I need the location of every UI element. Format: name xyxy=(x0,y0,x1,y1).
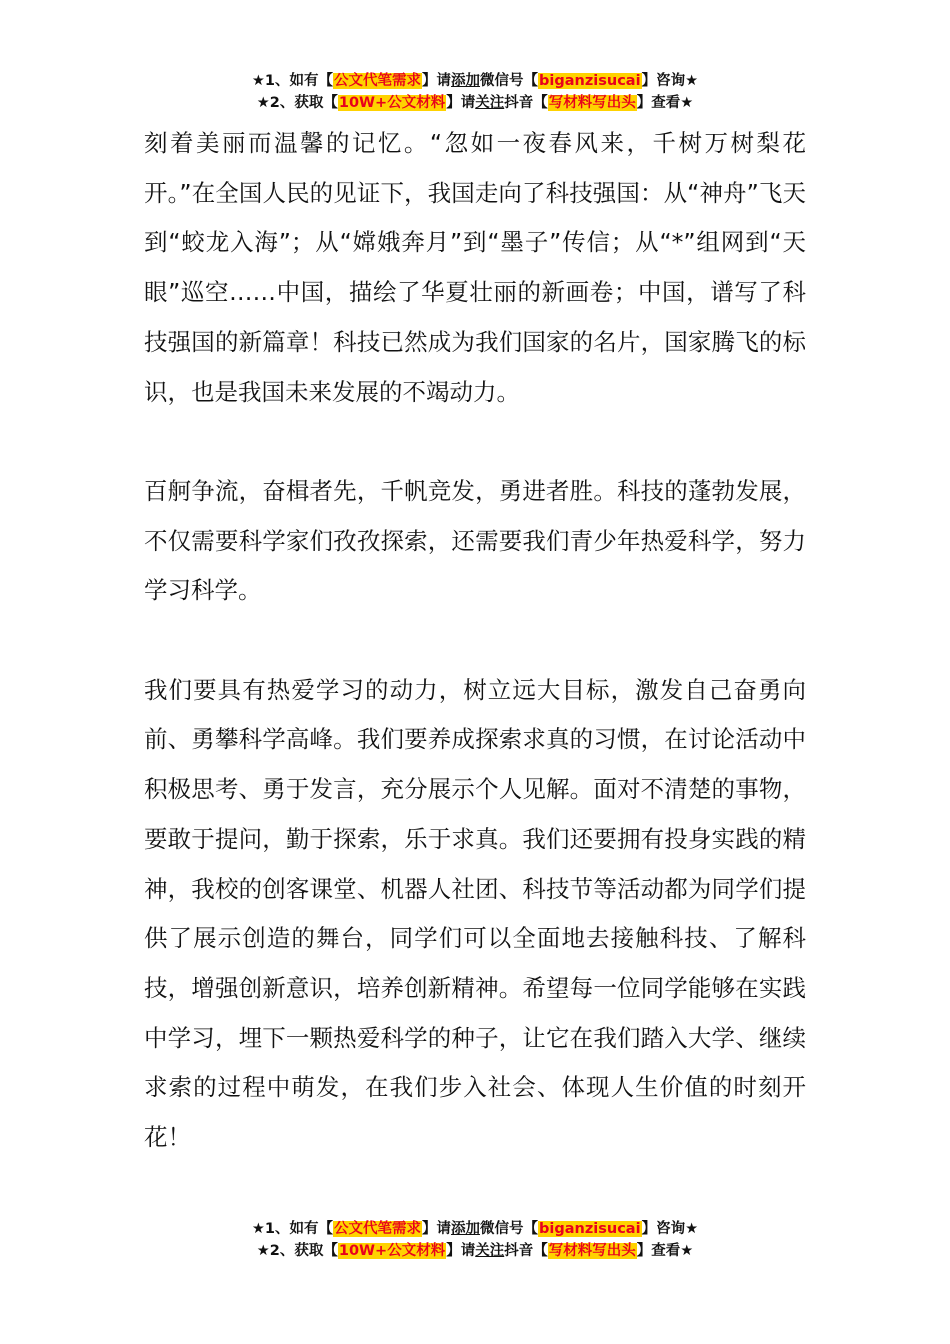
promo-line-1 xyxy=(0,1218,950,1240)
promo-line-1 xyxy=(0,70,950,92)
promo-wechat-id: biganzisucai xyxy=(539,73,641,89)
article-body xyxy=(144,119,806,1163)
promo-line-2-suffix: 】查看★ xyxy=(636,1243,694,1259)
promo-line-2-prefix: ★2、获取【 xyxy=(256,95,338,111)
promo-line-2-prefix: ★2、获取【 xyxy=(256,1243,338,1259)
header-promo-banner xyxy=(0,70,950,114)
article-paragraph-3: 我们要具有热爱学习的动力，树立远大目标，激发自己奋勇向前、勇攀科学高峰。我们要养成探索求真的习惯，在讨论活动中积极思考、勇于发言，充分展示个人见解。面对不清楚的事物，要敢于提问，勤于探索，乐于求真。我们还要拥有投身实践的精神，我校的创客课堂、机器人社团、科技节等活动都为同学们提供了展示创造的舞台，同学们可以全面地去接触科技、了解科技，增强创新意识，培养创新精神。希望每一位同学能够在实践中学习，埋下一颗热爱科学的种子，让它在我们踏入大学、继续求索的过程中萌发，在我们步入社会、体现人生价值的时刻开花！ xyxy=(144,675,806,1152)
promo-highlight-materials: 10W+公文材料 xyxy=(338,1243,446,1259)
article-paragraph-2: 百舸争流，奋楫者先，千帆竞发，勇进者胜。科技的蓬勃发展，不仅需要科学家们孜孜探索，还需要我们青少年热爱科学，努力学习科学。 xyxy=(144,476,806,605)
promo-line-2-mid: 】请 xyxy=(446,95,476,111)
promo-line-1-prefix: ★1、如有【 xyxy=(251,1221,334,1237)
promo-line-1-mid: 】请 xyxy=(422,1221,452,1237)
promo-line-2 xyxy=(0,1240,950,1262)
promo-line-2-mid2: 抖音【 xyxy=(504,1243,548,1259)
promo-line-2-suffix: 】查看★ xyxy=(636,95,694,111)
promo-follow-label: 关注 xyxy=(475,95,505,111)
footer-promo-banner xyxy=(0,1218,950,1262)
promo-line-2-mid: 】请 xyxy=(446,1243,476,1259)
promo-line-1-mid: 】请 xyxy=(422,73,452,89)
promo-add-label: 添加 xyxy=(451,73,481,89)
promo-douyin-account: 写材料写出头 xyxy=(548,1243,636,1259)
promo-highlight-materials: 10W+公文材料 xyxy=(338,95,446,111)
promo-follow-label: 关注 xyxy=(475,1243,505,1259)
promo-line-1-suffix: 】咨询★ xyxy=(641,73,699,89)
promo-line-2-mid2: 抖音【 xyxy=(504,95,548,111)
promo-highlight-ghostwriting: 公文代笔需求 xyxy=(334,73,422,89)
promo-add-label: 添加 xyxy=(451,1221,481,1237)
promo-highlight-ghostwriting: 公文代笔需求 xyxy=(334,1221,422,1237)
promo-line-1-suffix: 】咨询★ xyxy=(641,1221,699,1237)
promo-douyin-account: 写材料写出头 xyxy=(548,95,636,111)
promo-line-2 xyxy=(0,92,950,114)
promo-wechat-id: biganzisucai xyxy=(539,1221,641,1237)
article-paragraph-1: 刻着美丽而温馨的记忆。“忽如一夜春风来，千树万树梨花开。”在全国人民的见证下，我国走向了科技强国：从“神舟”飞天到“蛟龙入海”；从“嫦娥奔月”到“墨子”传信；从“*”组网到“天眼”巡空……中国，描绘了华夏壮丽的新画卷；中国，谱写了科技强国的新篇章！科技已然成为我们国家的名片，国家腾飞的标识，也是我国未来发展的不竭动力。 xyxy=(144,129,806,406)
promo-line-1-prefix: ★1、如有【 xyxy=(251,73,334,89)
promo-line-1-mid2: 微信号【 xyxy=(480,73,539,89)
promo-line-1-mid2: 微信号【 xyxy=(480,1221,539,1237)
